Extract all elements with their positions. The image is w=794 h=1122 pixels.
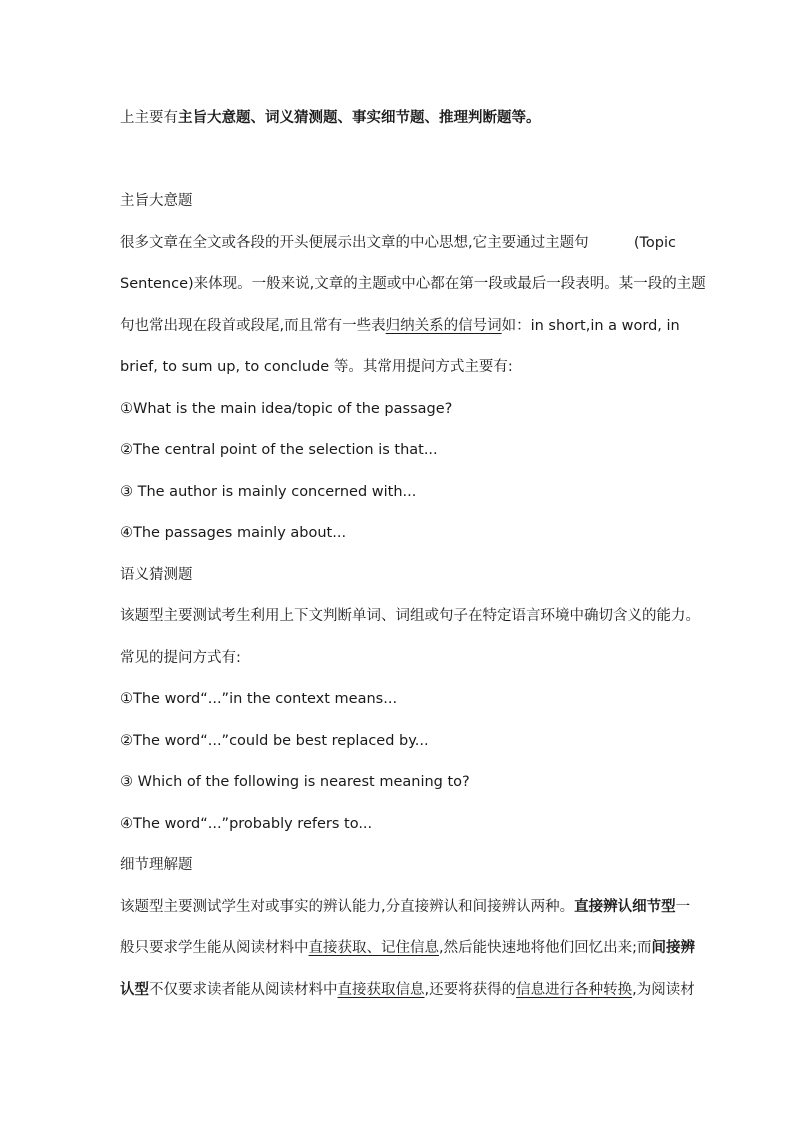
main-idea-para-line-4: brief, to sum up, to conclude 等。其常用提问方式主要有: bbox=[120, 359, 513, 375]
main-idea-question-3: ③ The author is mainly concerned with... bbox=[120, 484, 417, 500]
main-idea-text: 很多文章在全文或各段的开头便展示出文章的中心思想,它主要通过主题句 bbox=[120, 235, 589, 251]
bold-indirect-type: 间接辨 bbox=[651, 940, 695, 956]
main-idea-para-line-1 bbox=[120, 233, 676, 253]
detail-para-line-3: 认型不仅要求读者能从阅读材料中直接获取信息,还要将获得的信息进行各种转换,为阅读材 bbox=[120, 982, 695, 998]
underlined-signal-words: 归纳关系的信号词 bbox=[385, 318, 502, 334]
word-guess-question-2: ②The word“...”could be best replaced by... bbox=[120, 733, 429, 749]
bold-indirect-type-end: 认型 bbox=[120, 982, 149, 998]
main-idea-text: (Topic bbox=[633, 235, 676, 251]
intro-prefix: 上主要有 bbox=[120, 110, 178, 126]
section-heading-detail: 细节理解题 bbox=[120, 857, 193, 873]
section-heading-main-idea: 主旨大意题 bbox=[120, 193, 193, 209]
word-guess-question-1: ①The word“...”in the context means... bbox=[120, 691, 398, 707]
word-guess-para-line-2: 常见的提问方式有: bbox=[120, 650, 241, 666]
main-idea-para-line-3 bbox=[120, 316, 680, 336]
main-idea-para-line-2 bbox=[120, 274, 706, 294]
underlined-info-conversion: 信息进行各种转换 bbox=[516, 982, 633, 998]
section-heading-word-guess: 语义猜测题 bbox=[120, 567, 193, 583]
detail-text: 直接辨认细节型一 bbox=[574, 899, 691, 915]
main-idea-question-2: ②The central point of the selection is that... bbox=[120, 442, 438, 458]
main-idea-text: in a word, in bbox=[590, 318, 680, 334]
main-idea-question-1: ①What is the main idea/topic of the passage? bbox=[120, 401, 453, 417]
word-guess-para-line-1: 该题型主要测试考生利用上下文判断单词、词组或句子在特定语言环境中确切含义的能力。 bbox=[120, 608, 700, 624]
main-idea-text: 句也常出现在段首或段尾,而且常有一些表归纳关系的信号词如：in short, bbox=[120, 318, 591, 334]
underlined-direct-recall: 直接获取、记住信息 bbox=[308, 940, 439, 956]
underlined-direct-info: 直接获取信息 bbox=[337, 982, 425, 998]
detail-para-line-2: 般只要求学生能从阅读材料中直接获取、记住信息,然后能快速地将他们回忆出来;而间接辨 bbox=[120, 940, 695, 956]
detail-text: 该题型主要测试学生对或事实的辨认能力,分直接辨认和间接辨认两种。 bbox=[120, 899, 575, 915]
main-idea-text: Sentence)来体现。一般来说,文章的主题或中心都在第一段或最后一段表明。某一段的主题 bbox=[120, 276, 706, 292]
detail-para-line-1 bbox=[120, 897, 691, 917]
word-guess-question-3: ③ Which of the following is nearest meaning to? bbox=[120, 774, 470, 790]
intro-line bbox=[120, 108, 676, 128]
intro-bold-list: 主旨大意题、词义猜测题、事实细节题、推理判断题等。 bbox=[178, 110, 541, 126]
bold-direct-detail-type: 直接辨认细节型 bbox=[574, 899, 676, 915]
word-guess-question-4: ④The word“...”probably refers to... bbox=[120, 816, 373, 832]
main-idea-question-4: ④The passages mainly about... bbox=[120, 525, 347, 541]
